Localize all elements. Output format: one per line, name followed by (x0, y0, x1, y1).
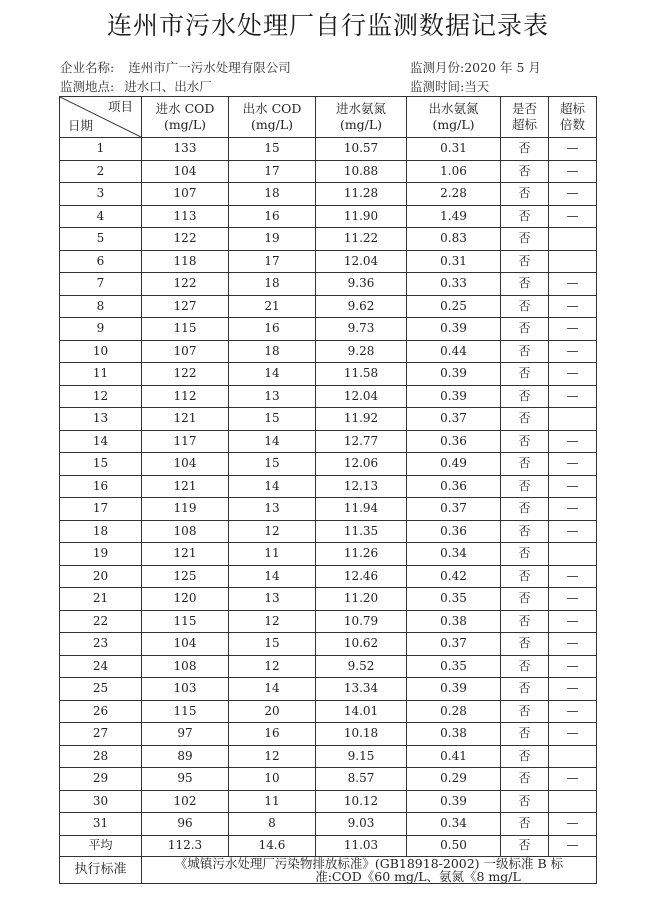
time-value: 当天 (464, 79, 490, 94)
cell-in-nh3: 10.18 (316, 723, 407, 746)
cell-out-cod: 14 (229, 565, 316, 588)
cell-in-cod: 104 (142, 633, 229, 656)
cell-day: 13 (60, 408, 142, 431)
cell-out-cod: 15 (229, 633, 316, 656)
table-row (60, 228, 597, 251)
cell-out-cod: 12 (229, 520, 316, 543)
cell-in-cod: 118 (142, 250, 229, 273)
cell-multiple: — (549, 813, 597, 836)
cell-out-nh3: 0.49 (407, 453, 501, 476)
cell-multiple: — (549, 723, 597, 746)
cell-exceed: 否 (501, 790, 549, 813)
cell-exceed: 否 (501, 520, 549, 543)
cell-day: 10 (60, 340, 142, 363)
location-line (60, 77, 212, 95)
average-row (60, 835, 597, 856)
cell-exceed: 否 (501, 138, 549, 161)
cell-in-nh3: 11.26 (316, 543, 407, 566)
cell-out-cod: 15 (229, 453, 316, 476)
table-row (60, 520, 597, 543)
exceed-header (501, 97, 549, 138)
exceed-header-line1: 是否 (511, 101, 537, 116)
table-row (60, 160, 597, 183)
table-row (60, 633, 597, 656)
cell-multiple: — (549, 520, 597, 543)
average-out-cod: 14.6 (229, 835, 316, 856)
table-row (60, 475, 597, 498)
cell-in-cod: 96 (142, 813, 229, 836)
cell-out-nh3: 0.37 (407, 408, 501, 431)
table-row (60, 768, 597, 791)
in-cod-header-label: 进水 COD (155, 101, 215, 116)
table-row (60, 813, 597, 836)
cell-in-nh3: 11.92 (316, 408, 407, 431)
out-nh3-header (407, 97, 501, 138)
cell-multiple: — (549, 340, 597, 363)
cell-out-nh3: 0.42 (407, 565, 501, 588)
cell-out-nh3: 0.39 (407, 385, 501, 408)
cell-in-nh3: 10.62 (316, 633, 407, 656)
cell-in-cod: 121 (142, 543, 229, 566)
cell-in-nh3: 9.28 (316, 340, 407, 363)
cell-in-nh3: 12.46 (316, 565, 407, 588)
cell-in-cod: 102 (142, 790, 229, 813)
cell-exceed: 否 (501, 430, 549, 453)
cell-out-cod: 18 (229, 183, 316, 206)
cell-in-nh3: 9.36 (316, 273, 407, 296)
table-body (60, 138, 597, 836)
cell-in-nh3: 9.15 (316, 745, 407, 768)
cell-exceed: 否 (501, 475, 549, 498)
cell-in-cod: 133 (142, 138, 229, 161)
cell-exceed: 否 (501, 655, 549, 678)
in-nh3-header-unit: (mg/L) (339, 117, 383, 132)
average-out-nh3: 0.50 (407, 835, 501, 856)
average-in-nh3: 11.03 (316, 835, 407, 856)
cell-out-cod: 10 (229, 768, 316, 791)
in-cod-header (142, 97, 229, 138)
cell-out-cod: 14 (229, 430, 316, 453)
cell-multiple: — (549, 565, 597, 588)
cell-out-cod: 18 (229, 273, 316, 296)
cell-in-nh3: 10.88 (316, 160, 407, 183)
table-row (60, 453, 597, 476)
cell-day: 5 (60, 228, 142, 251)
cell-exceed: 否 (501, 610, 549, 633)
table-row (60, 700, 597, 723)
cell-out-cod: 13 (229, 588, 316, 611)
cell-in-cod: 107 (142, 183, 229, 206)
cell-exceed: 否 (501, 340, 549, 363)
cell-multiple: — (549, 610, 597, 633)
cell-in-cod: 112 (142, 385, 229, 408)
cell-in-nh3: 11.35 (316, 520, 407, 543)
out-nh3-header-label: 出水氨氮 (428, 101, 479, 116)
cell-multiple: — (549, 205, 597, 228)
in-nh3-header (316, 97, 407, 138)
table-row (60, 250, 597, 273)
table-row (60, 678, 597, 701)
cell-out-cod: 14 (229, 678, 316, 701)
cell-exceed: 否 (501, 205, 549, 228)
cell-exceed: 否 (501, 250, 549, 273)
cell-out-cod: 11 (229, 790, 316, 813)
cell-exceed: 否 (501, 678, 549, 701)
cell-exceed: 否 (501, 745, 549, 768)
cell-day: 2 (60, 160, 142, 183)
cell-in-cod: 95 (142, 768, 229, 791)
standard-line1: 《城镇污水处理厂污染物排放标准》(GB18918-2002) 一级标准 B 标 (174, 855, 564, 871)
cell-multiple (549, 408, 597, 431)
cell-out-nh3: 0.38 (407, 610, 501, 633)
cell-out-nh3: 2.28 (407, 183, 501, 206)
in-cod-header-unit: (mg/L) (163, 117, 207, 132)
cell-in-nh3: 11.22 (316, 228, 407, 251)
cell-day: 24 (60, 655, 142, 678)
cell-multiple (549, 790, 597, 813)
standard-label: 执行标准 (60, 856, 142, 883)
cell-exceed: 否 (501, 295, 549, 318)
cell-out-nh3: 0.31 (407, 138, 501, 161)
cell-in-cod: 121 (142, 408, 229, 431)
average-multiple: — (549, 835, 597, 856)
cell-in-cod: 115 (142, 610, 229, 633)
cell-day: 31 (60, 813, 142, 836)
cell-out-nh3: 1.06 (407, 160, 501, 183)
company-label: 企业名称: (60, 60, 115, 75)
table-row (60, 565, 597, 588)
cell-day: 30 (60, 790, 142, 813)
cell-in-nh3: 10.57 (316, 138, 407, 161)
table-row (60, 385, 597, 408)
cell-in-nh3: 9.73 (316, 318, 407, 341)
table-row (60, 745, 597, 768)
table-header-row (60, 97, 597, 138)
cell-multiple: — (549, 655, 597, 678)
table-row (60, 655, 597, 678)
cell-multiple: — (549, 588, 597, 611)
cell-multiple (549, 228, 597, 251)
cell-exceed: 否 (501, 588, 549, 611)
out-cod-header-label: 出水 COD (242, 101, 302, 116)
cell-day: 27 (60, 723, 142, 746)
cell-out-cod: 13 (229, 385, 316, 408)
cell-in-nh3: 12.06 (316, 453, 407, 476)
cell-out-cod: 16 (229, 205, 316, 228)
standard-text (142, 856, 597, 883)
cell-out-nh3: 0.37 (407, 498, 501, 521)
multiple-header-line1: 超标 (559, 101, 585, 116)
cell-exceed: 否 (501, 318, 549, 341)
cell-in-cod: 115 (142, 700, 229, 723)
cell-in-cod: 103 (142, 678, 229, 701)
cell-out-cod: 12 (229, 745, 316, 768)
location-label: 监测地点: (60, 79, 115, 94)
location-value: 进水口、出水厂 (124, 79, 212, 94)
cell-day: 25 (60, 678, 142, 701)
cell-day: 29 (60, 768, 142, 791)
cell-day: 16 (60, 475, 142, 498)
cell-day: 28 (60, 745, 142, 768)
standard-line2: 准:COD《60 mg/L、氨氮《8 mg/L (315, 868, 521, 884)
cell-out-nh3: 0.36 (407, 475, 501, 498)
cell-in-nh3: 9.03 (316, 813, 407, 836)
cell-out-cod: 12 (229, 610, 316, 633)
corner-header-cell (60, 97, 142, 138)
cell-day: 19 (60, 543, 142, 566)
cell-multiple (549, 745, 597, 768)
cell-out-nh3: 0.37 (407, 633, 501, 656)
cell-out-cod: 17 (229, 250, 316, 273)
cell-day: 23 (60, 633, 142, 656)
cell-in-nh3: 12.13 (316, 475, 407, 498)
cell-in-cod: 122 (142, 273, 229, 296)
cell-out-nh3: 0.36 (407, 430, 501, 453)
cell-in-nh3: 11.20 (316, 588, 407, 611)
corner-bottom-label: 日期 (68, 118, 94, 133)
month-line (410, 58, 541, 76)
average-exceed: 否 (501, 835, 549, 856)
cell-in-cod: 117 (142, 430, 229, 453)
cell-out-nh3: 0.39 (407, 363, 501, 386)
cell-in-nh3: 11.90 (316, 205, 407, 228)
cell-in-cod: 125 (142, 565, 229, 588)
time-line (410, 77, 489, 95)
cell-out-cod: 14 (229, 363, 316, 386)
cell-multiple: — (549, 678, 597, 701)
cell-exceed: 否 (501, 453, 549, 476)
cell-out-nh3: 0.25 (407, 295, 501, 318)
cell-day: 14 (60, 430, 142, 453)
cell-exceed: 否 (501, 183, 549, 206)
cell-out-cod: 17 (229, 160, 316, 183)
multiple-header-line2: 倍数 (559, 117, 585, 132)
cell-exceed: 否 (501, 385, 549, 408)
cell-in-cod: 122 (142, 228, 229, 251)
out-cod-header-unit: (mg/L) (250, 117, 294, 132)
cell-day: 18 (60, 520, 142, 543)
cell-out-cod: 20 (229, 700, 316, 723)
cell-in-nh3: 9.52 (316, 655, 407, 678)
cell-out-cod: 11 (229, 543, 316, 566)
cell-day: 3 (60, 183, 142, 206)
cell-in-nh3: 11.94 (316, 498, 407, 521)
cell-out-cod: 14 (229, 475, 316, 498)
table-row (60, 610, 597, 633)
cell-in-cod: 97 (142, 723, 229, 746)
cell-out-cod: 18 (229, 340, 316, 363)
cell-day: 7 (60, 273, 142, 296)
cell-out-nh3: 0.36 (407, 520, 501, 543)
cell-day: 20 (60, 565, 142, 588)
cell-day: 1 (60, 138, 142, 161)
cell-day: 8 (60, 295, 142, 318)
cell-in-cod: 108 (142, 655, 229, 678)
cell-in-cod: 119 (142, 498, 229, 521)
cell-exceed: 否 (501, 498, 549, 521)
cell-day: 22 (60, 610, 142, 633)
cell-out-cod: 15 (229, 408, 316, 431)
cell-day: 15 (60, 453, 142, 476)
cell-multiple: — (549, 768, 597, 791)
table-row (60, 543, 597, 566)
cell-multiple: — (549, 183, 597, 206)
cell-exceed: 否 (501, 813, 549, 836)
cell-out-nh3: 0.31 (407, 250, 501, 273)
exceed-header-line2: 超标 (511, 117, 537, 132)
cell-multiple (549, 250, 597, 273)
cell-exceed: 否 (501, 160, 549, 183)
average-label: 平均 (60, 835, 142, 856)
cell-in-nh3: 12.04 (316, 250, 407, 273)
table-row (60, 340, 597, 363)
table-row (60, 430, 597, 453)
cell-in-nh3: 10.12 (316, 790, 407, 813)
company-value: 连州市广一污水处理有限公司 (128, 60, 291, 75)
cell-day: 4 (60, 205, 142, 228)
cell-out-cod: 13 (229, 498, 316, 521)
cell-exceed: 否 (501, 768, 549, 791)
cell-in-cod: 113 (142, 205, 229, 228)
cell-in-cod: 107 (142, 340, 229, 363)
cell-exceed: 否 (501, 565, 549, 588)
cell-out-nh3: 0.34 (407, 543, 501, 566)
cell-out-cod: 16 (229, 723, 316, 746)
cell-multiple: — (549, 453, 597, 476)
cell-out-nh3: 0.33 (407, 273, 501, 296)
out-cod-header (229, 97, 316, 138)
cell-in-nh3: 14.01 (316, 700, 407, 723)
month-value: 2020 年 5 月 (464, 60, 541, 75)
cell-in-cod: 121 (142, 475, 229, 498)
cell-day: 11 (60, 363, 142, 386)
cell-multiple: — (549, 160, 597, 183)
cell-in-nh3: 11.58 (316, 363, 407, 386)
cell-out-nh3: 0.28 (407, 700, 501, 723)
cell-out-nh3: 0.39 (407, 678, 501, 701)
cell-multiple: — (549, 633, 597, 656)
cell-exceed: 否 (501, 363, 549, 386)
cell-day: 12 (60, 385, 142, 408)
cell-in-cod: 115 (142, 318, 229, 341)
cell-in-nh3: 12.77 (316, 430, 407, 453)
cell-day: 9 (60, 318, 142, 341)
cell-in-cod: 104 (142, 160, 229, 183)
cell-out-cod: 21 (229, 295, 316, 318)
cell-in-cod: 89 (142, 745, 229, 768)
cell-in-cod: 104 (142, 453, 229, 476)
time-label: 监测时间: (410, 79, 465, 94)
table-row (60, 363, 597, 386)
company-line (60, 58, 291, 76)
cell-out-nh3: 0.44 (407, 340, 501, 363)
cell-out-nh3: 0.39 (407, 318, 501, 341)
cell-out-nh3: 0.83 (407, 228, 501, 251)
cell-multiple: — (549, 430, 597, 453)
cell-in-nh3: 11.28 (316, 183, 407, 206)
cell-multiple: — (549, 138, 597, 161)
cell-exceed: 否 (501, 228, 549, 251)
cell-multiple: — (549, 498, 597, 521)
table-row (60, 295, 597, 318)
cell-multiple: — (549, 475, 597, 498)
cell-multiple (549, 543, 597, 566)
cell-multiple: — (549, 700, 597, 723)
table-row (60, 183, 597, 206)
cell-out-nh3: 0.41 (407, 745, 501, 768)
cell-exceed: 否 (501, 700, 549, 723)
cell-multiple: — (549, 273, 597, 296)
cell-in-nh3: 10.79 (316, 610, 407, 633)
cell-in-cod: 127 (142, 295, 229, 318)
cell-in-nh3: 13.34 (316, 678, 407, 701)
table-row (60, 723, 597, 746)
table-row (60, 588, 597, 611)
table-row (60, 408, 597, 431)
cell-in-nh3: 12.04 (316, 385, 407, 408)
cell-out-cod: 15 (229, 138, 316, 161)
in-nh3-header-label: 进水氨氮 (335, 101, 386, 116)
out-nh3-header-unit: (mg/L) (432, 117, 475, 132)
month-label: 监测月份: (410, 60, 465, 75)
table-row (60, 790, 597, 813)
cell-in-cod: 122 (142, 363, 229, 386)
cell-in-nh3: 8.57 (316, 768, 407, 791)
cell-out-nh3: 0.34 (407, 813, 501, 836)
corner-top-label: 项目 (107, 99, 133, 114)
table-row (60, 318, 597, 341)
cell-exceed: 否 (501, 543, 549, 566)
table-row (60, 138, 597, 161)
table-row (60, 205, 597, 228)
cell-out-nh3: 0.29 (407, 768, 501, 791)
cell-out-nh3: 0.35 (407, 588, 501, 611)
cell-multiple: — (549, 295, 597, 318)
cell-in-nh3: 9.62 (316, 295, 407, 318)
cell-exceed: 否 (501, 723, 549, 746)
cell-day: 17 (60, 498, 142, 521)
page-title: 连州市污水处理厂自行监测数据记录表 (106, 11, 549, 40)
cell-out-nh3: 1.49 (407, 205, 501, 228)
cell-day: 21 (60, 588, 142, 611)
cell-in-cod: 108 (142, 520, 229, 543)
cell-out-cod: 16 (229, 318, 316, 341)
table-row (60, 498, 597, 521)
cell-out-nh3: 0.35 (407, 655, 501, 678)
cell-exceed: 否 (501, 273, 549, 296)
cell-multiple: — (549, 385, 597, 408)
cell-out-cod: 12 (229, 655, 316, 678)
monitoring-table (59, 96, 597, 884)
cell-exceed: 否 (501, 408, 549, 431)
cell-day: 26 (60, 700, 142, 723)
standard-row (60, 856, 597, 883)
cell-multiple: — (549, 318, 597, 341)
average-in-cod: 112.3 (142, 835, 229, 856)
cell-exceed: 否 (501, 633, 549, 656)
cell-out-nh3: 0.38 (407, 723, 501, 746)
cell-day: 6 (60, 250, 142, 273)
cell-out-cod: 8 (229, 813, 316, 836)
table-row (60, 273, 597, 296)
cell-out-cod: 19 (229, 228, 316, 251)
multiple-header (549, 97, 597, 138)
cell-out-nh3: 0.39 (407, 790, 501, 813)
cell-in-cod: 120 (142, 588, 229, 611)
cell-multiple: — (549, 363, 597, 386)
